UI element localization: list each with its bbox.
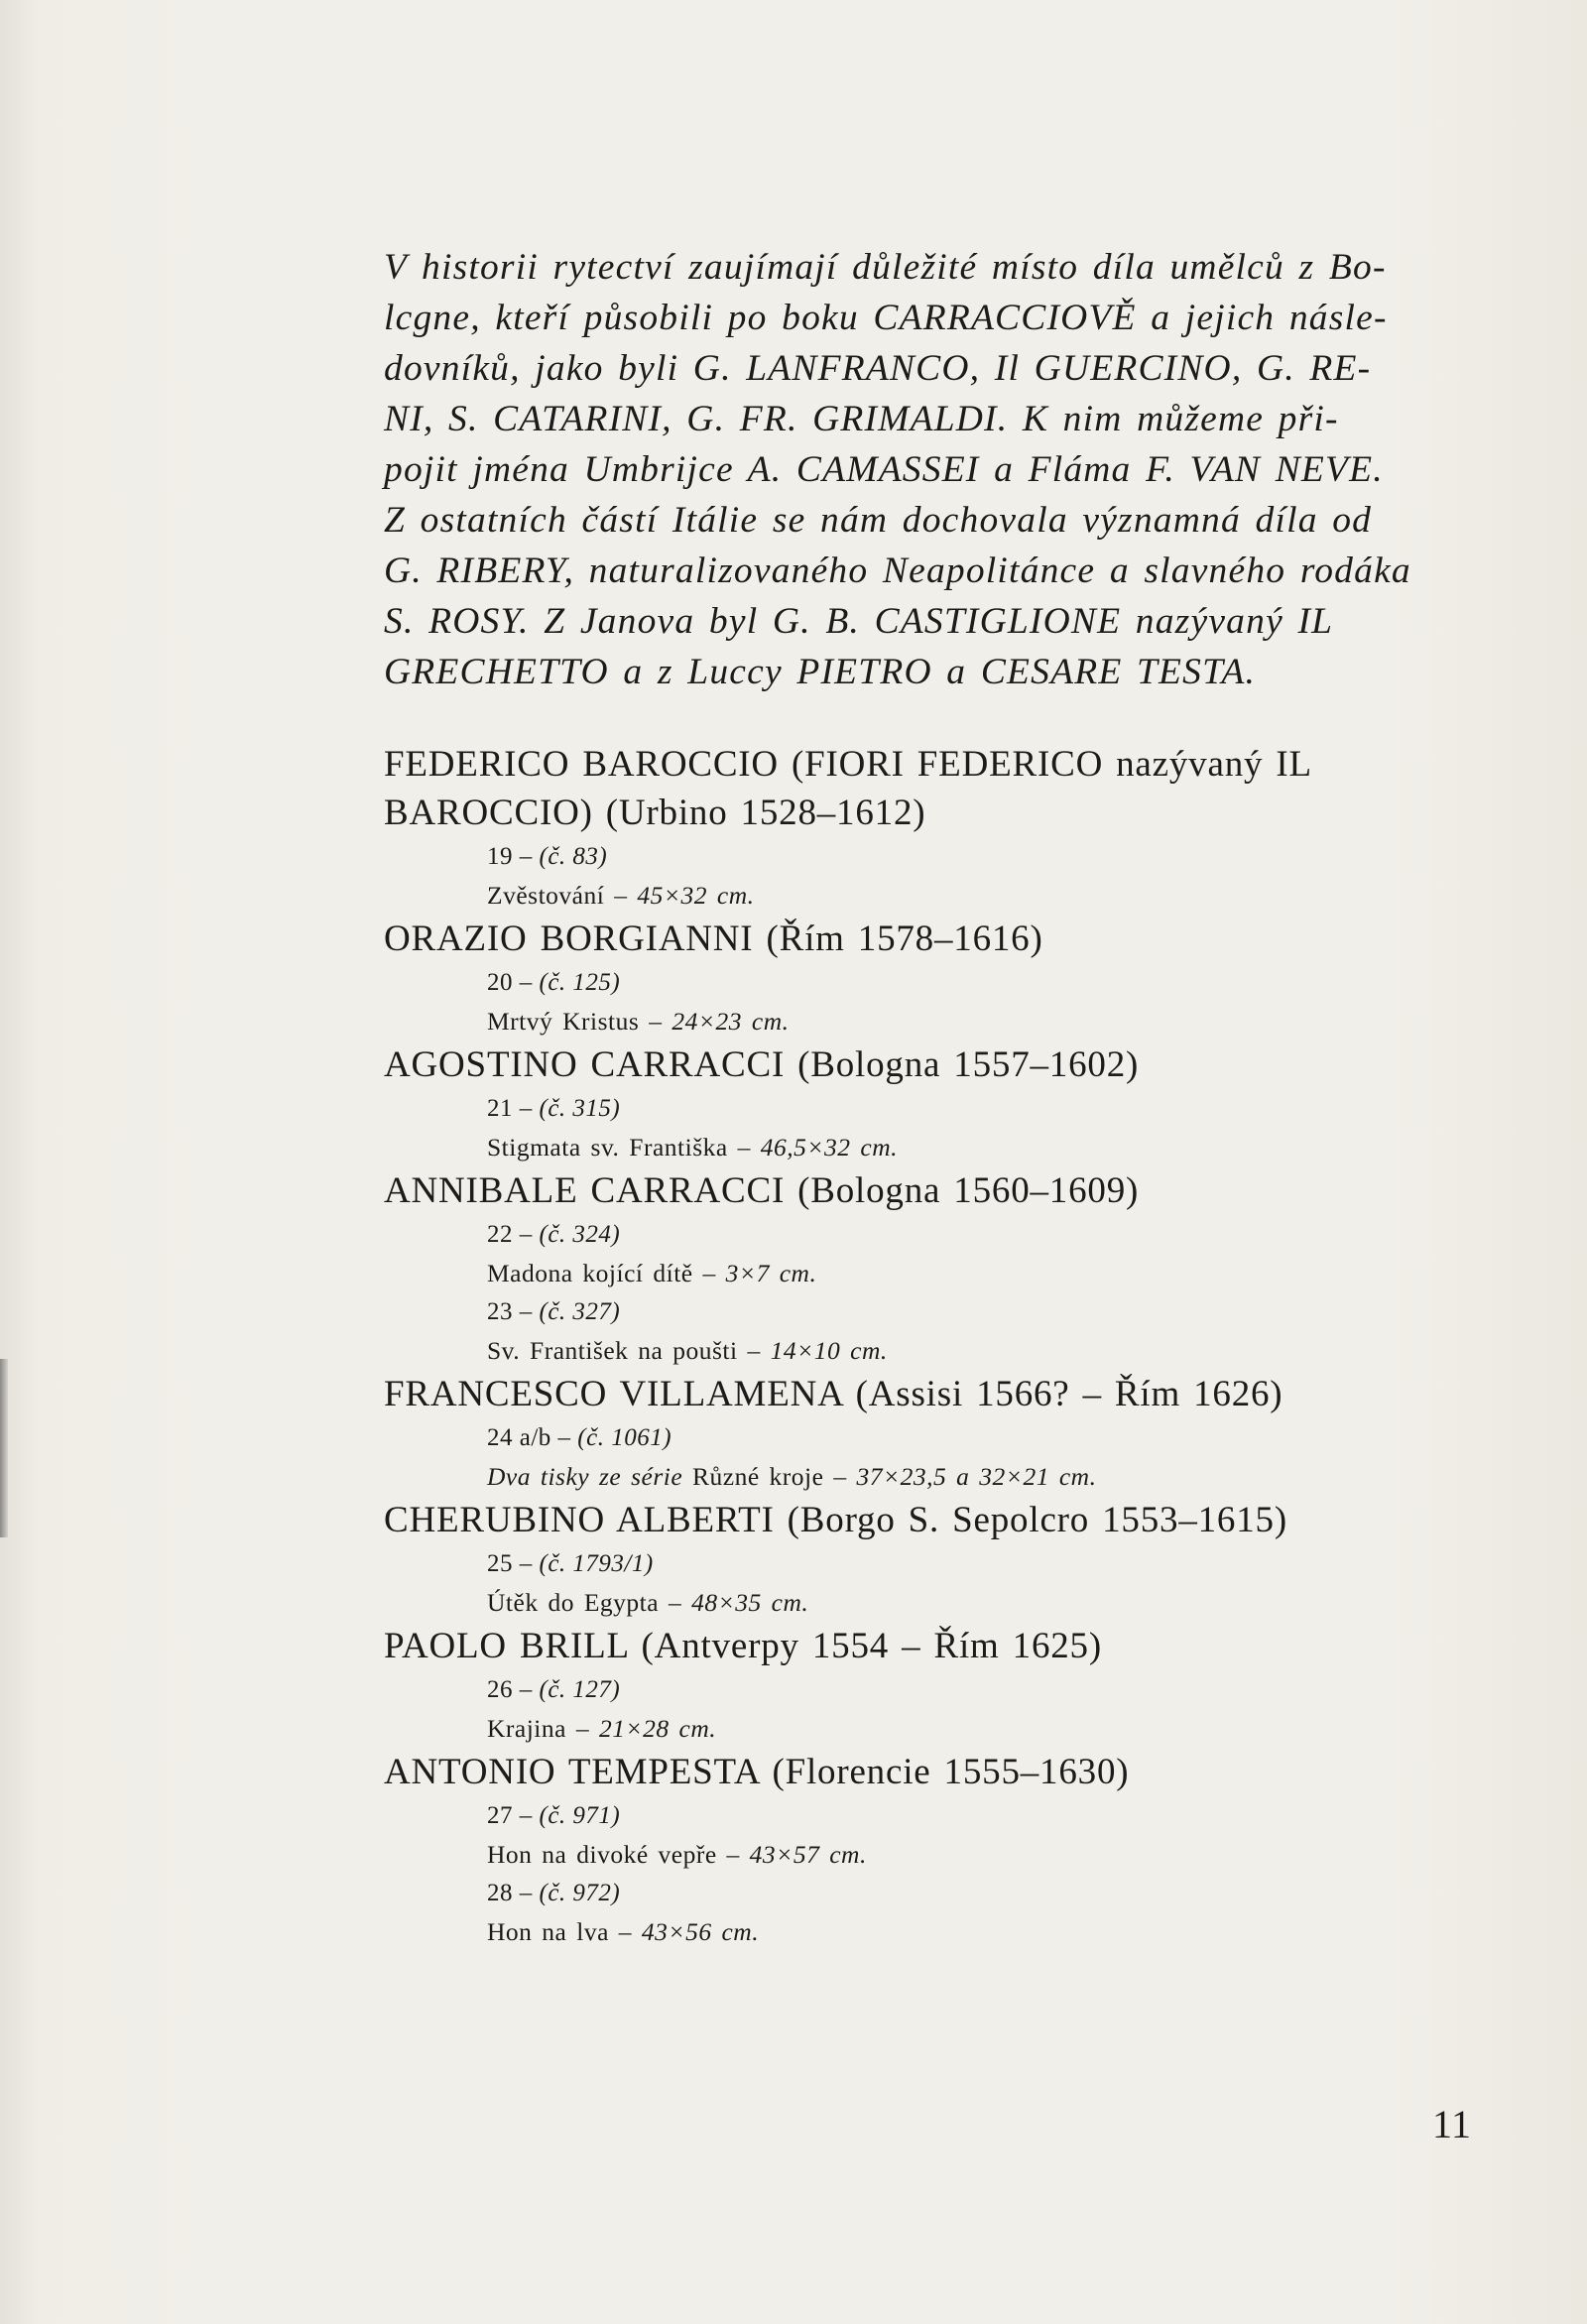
artwork-title: Různé kroje [692, 1462, 824, 1491]
artwork-title-line [487, 1583, 1525, 1622]
intro-line: lcgne, kteří působili po boku CARRACCIOVĚ a jejich násle- [384, 298, 1388, 338]
artwork-item [487, 837, 1525, 915]
artwork-title-prefix: Dva tisky ze série [487, 1462, 683, 1491]
artist-heading: ANTONIO TEMPESTA (Florencie 1555–1630) [384, 1752, 1130, 1792]
artwork-number-line [487, 1874, 1525, 1912]
artist-heading: CHERUBINO ALBERTI (Borgo S. Sepolcro 1553–1615) [384, 1500, 1287, 1540]
artwork-title-line [487, 1128, 1525, 1166]
intro-paragraph [384, 242, 1485, 697]
artist-entry [384, 1748, 1525, 1951]
artist-heading: BAROCCIO) (Urbino 1528–1612) [384, 793, 926, 833]
artwork-title-line [487, 1912, 1525, 1951]
intro-line: S. ROSY. Z Janova byl G. B. CASTIGLIONE nazývaný IL [384, 601, 1334, 642]
artwork-item [487, 1292, 1525, 1370]
artwork-title-line [487, 1457, 1525, 1496]
artwork-number: 23 – [487, 1298, 533, 1325]
artist-heading: ORAZIO BORGIANNI (Řím 1578–1616) [384, 918, 1043, 959]
artwork-title: Krajina [487, 1714, 566, 1743]
binding-shadow [0, 1359, 8, 1537]
artwork-number: 21 – [487, 1095, 533, 1122]
artwork-title-line [487, 1254, 1525, 1292]
artwork-item [487, 1670, 1525, 1748]
artwork-dimensions: – 43×56 cm. [618, 1917, 760, 1946]
catalog-number: (č. 971) [539, 1802, 621, 1829]
artwork-title: Hon na lva [487, 1917, 609, 1946]
artist-entry [384, 1370, 1525, 1496]
artwork-dimensions: – 48×35 cm. [668, 1588, 809, 1617]
artwork-item [487, 1544, 1525, 1622]
artwork-dimensions: – 24×23 cm. [649, 1007, 790, 1036]
artwork-dimensions: – 45×32 cm. [614, 881, 755, 910]
artwork-title: Mrtvý Kristus [487, 1007, 640, 1036]
artist-heading: PAOLO BRILL (Antverpy 1554 – Řím 1625) [384, 1626, 1102, 1666]
artist-entry [384, 915, 1525, 1040]
artist-entry [384, 1166, 1525, 1370]
artwork-number-line [487, 1215, 1525, 1254]
artwork-number: 26 – [487, 1676, 533, 1703]
artwork-number-line [487, 1089, 1525, 1128]
artist-heading: FEDERICO BAROCCIO (FIORI FEDERICO nazývaný IL [384, 744, 1312, 785]
artist-entry [384, 1496, 1525, 1622]
artwork-number-line [487, 1292, 1525, 1331]
catalog-number: (č. 972) [539, 1880, 621, 1906]
catalog-number: (č. 1793/1) [539, 1550, 654, 1577]
artwork-number: 27 – [487, 1802, 533, 1829]
artist-heading: FRANCESCO VILLAMENA (Assisi 1566? – Řím 1626) [384, 1374, 1283, 1414]
artwork-number: 20 – [487, 969, 533, 996]
intro-line: G. RIBERY, naturalizovaného Neapolitánce a slavného rodáka [384, 550, 1411, 591]
artwork-title: Hon na divoké vepře [487, 1840, 717, 1869]
artist-list [384, 740, 1525, 1951]
artist-entry [384, 1622, 1525, 1748]
intro-line: GRECHETTO a z Luccy PIETRO a CESARE TESTA. [384, 652, 1257, 692]
intro-line: dovníků, jako byli G. LANFRANCO, Il GUERCINO, G. RE- [384, 348, 1372, 389]
artwork-title: Madona kojící dítě [487, 1259, 693, 1287]
artwork-number: 24 a/b – [487, 1424, 571, 1451]
artwork-number: 28 – [487, 1880, 533, 1906]
artwork-title-line [487, 1002, 1525, 1040]
artwork-item [487, 1089, 1525, 1166]
page-number: 11 [1432, 2102, 1472, 2146]
artwork-item [487, 963, 1525, 1040]
intro-line: Z ostatních částí Itálie se nám dochovala významná díla od [384, 500, 1373, 541]
artwork-item [487, 1215, 1525, 1292]
artwork-title: Stigmata sv. Františka [487, 1133, 728, 1162]
artwork-dimensions: – 14×10 cm. [747, 1336, 888, 1365]
artwork-number: 22 – [487, 1221, 533, 1248]
artwork-title-line [487, 876, 1525, 915]
artwork-item [487, 1874, 1525, 1951]
artwork-number-line [487, 1670, 1525, 1709]
artwork-title-line [487, 1331, 1525, 1370]
catalog-number: (č. 1061) [577, 1424, 672, 1451]
artwork-number-line [487, 1796, 1525, 1835]
artwork-title: Útěk do Egypta [487, 1588, 660, 1617]
artwork-number-line [487, 1418, 1525, 1457]
artwork-title: Sv. František na poušti [487, 1336, 738, 1365]
intro-line: V historii rytectví zaujímají důležité místo díla umělců z Bo- [384, 247, 1387, 288]
catalog-number: (č. 315) [539, 1095, 621, 1122]
intro-line: pojit jména Umbrijce A. CAMASSEI a Fláma F. VAN NEVE. [384, 449, 1384, 490]
artwork-number-line [487, 1544, 1525, 1583]
artwork-dimensions: – 37×23,5 a 32×21 cm. [833, 1462, 1097, 1491]
catalog-number: (č. 327) [539, 1298, 621, 1325]
artwork-number-line [487, 963, 1525, 1002]
artwork-dimensions: – 21×28 cm. [575, 1714, 717, 1743]
artwork-number: 19 – [487, 843, 533, 870]
intro-line: NI, S. CATARINI, G. FR. GRIMALDI. K nim můžeme při- [384, 399, 1339, 439]
artwork-dimensions: – 43×57 cm. [726, 1840, 867, 1869]
artwork-title: Zvěstování [487, 881, 605, 910]
artwork-number-line [487, 837, 1525, 876]
artwork-number: 25 – [487, 1550, 533, 1577]
artwork-item [487, 1418, 1525, 1496]
artist-heading: AGOSTINO CARRACCI (Bologna 1557–1602) [384, 1044, 1140, 1085]
artist-heading: ANNIBALE CARRACCI (Bologna 1560–1609) [384, 1170, 1140, 1211]
artwork-title-line [487, 1709, 1525, 1748]
artist-entry [384, 1040, 1525, 1166]
artist-entry [384, 740, 1525, 915]
catalog-number: (č. 83) [539, 843, 608, 870]
artwork-dimensions: – 3×7 cm. [702, 1259, 817, 1287]
catalog-number: (č. 324) [539, 1221, 621, 1248]
catalog-number: (č. 125) [539, 969, 621, 996]
artwork-title-line [487, 1835, 1525, 1874]
catalog-number: (č. 127) [539, 1676, 621, 1703]
artwork-dimensions: – 46,5×32 cm. [737, 1133, 899, 1162]
artwork-item [487, 1796, 1525, 1874]
